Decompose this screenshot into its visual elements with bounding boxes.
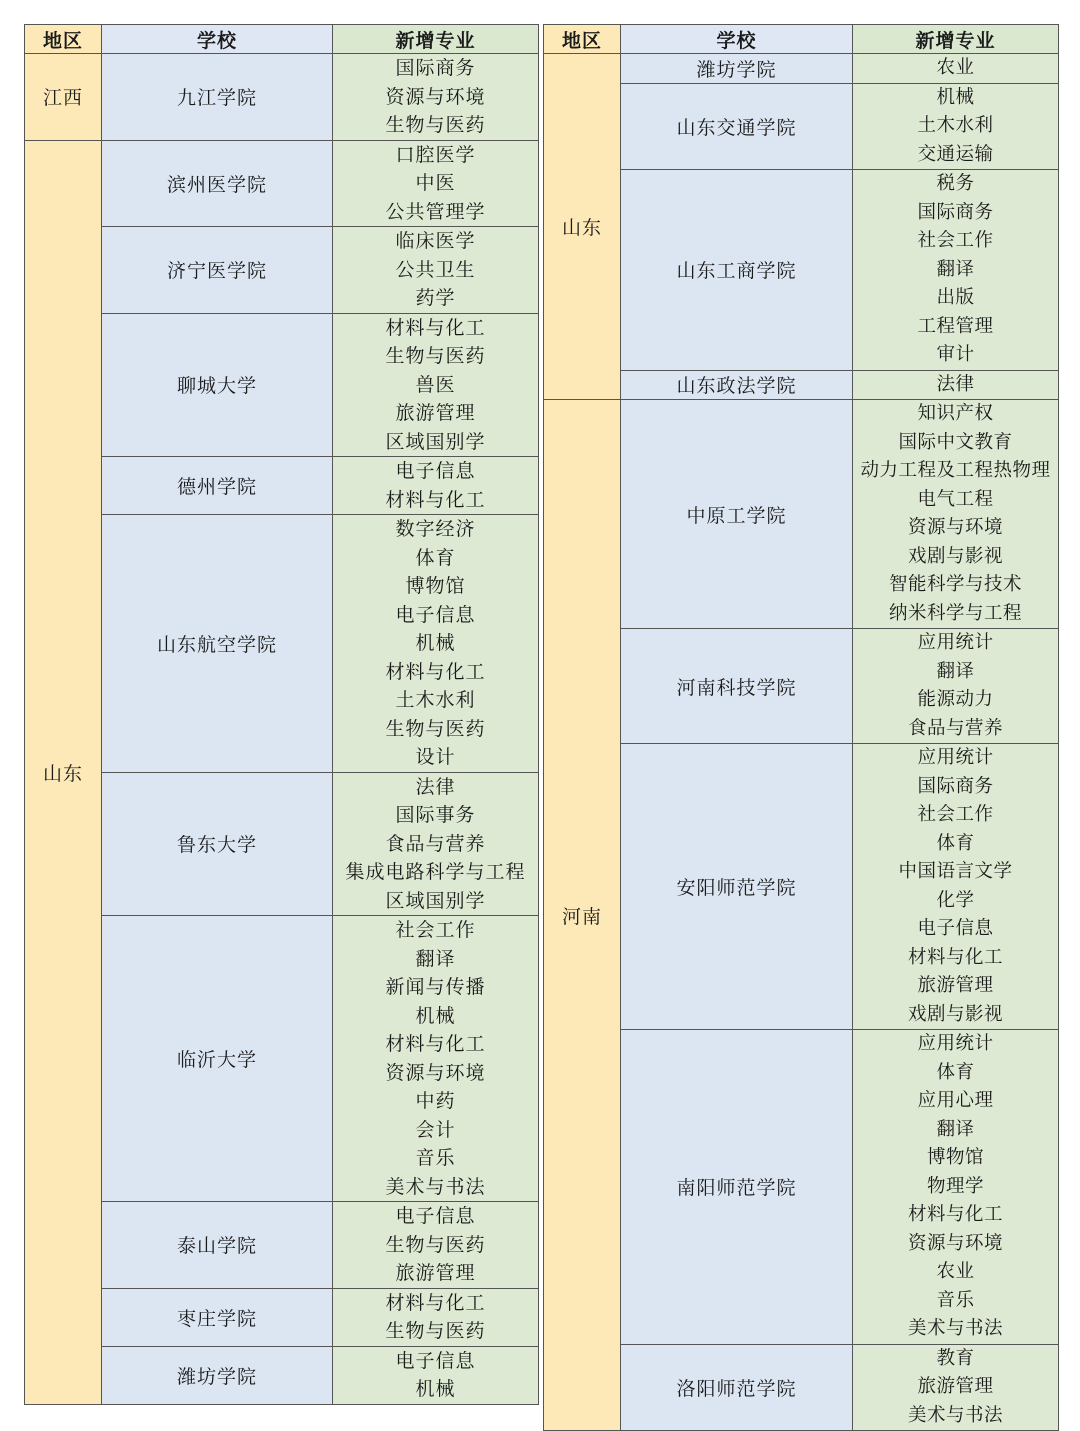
- school-name: 安阳师范学院: [621, 744, 853, 1030]
- table-row: [25, 313, 539, 457]
- major-item: 中药: [415, 1090, 456, 1112]
- major-item: 电子信息: [395, 1349, 476, 1372]
- major-item: 纳米科学与工程: [888, 602, 1022, 624]
- major-item: 智能科学与技术: [888, 574, 1022, 595]
- major-item: 新闻与传播: [385, 976, 486, 998]
- header-row: [544, 25, 1059, 54]
- major-item: 应用统计: [917, 632, 994, 653]
- major-item: 国际中文教育: [898, 431, 1013, 453]
- major-item: 旅游管理: [917, 1376, 994, 1397]
- school-name: 枣庄学院: [102, 1288, 333, 1346]
- major-item: 国际商务: [395, 57, 476, 79]
- majors-list: [333, 227, 539, 314]
- majors-list: [333, 1202, 539, 1289]
- major-item: 生物与医药: [385, 114, 486, 136]
- table-row: [25, 140, 539, 227]
- region-cell: 河南: [544, 400, 621, 1431]
- major-item: 材料与化工: [385, 1033, 486, 1055]
- major-item: 临床医学: [395, 230, 476, 252]
- major-item: 社会工作: [917, 804, 994, 825]
- major-item: 社会工作: [917, 230, 994, 251]
- school-name: 潍坊学院: [621, 54, 853, 84]
- major-item: 公共卫生: [395, 258, 476, 281]
- majors-list: [853, 744, 1059, 1030]
- right-table-body: [544, 54, 1059, 1431]
- table-row: [25, 1288, 539, 1346]
- major-item: 电子信息: [917, 918, 994, 939]
- major-item: 交通运输: [917, 143, 994, 165]
- table-row: [544, 744, 1059, 1030]
- school-name: 聊城大学: [102, 313, 333, 457]
- major-item: 旅游管理: [395, 402, 476, 424]
- region-cell: 山东: [544, 54, 621, 400]
- major-item: 电子信息: [395, 603, 476, 626]
- major-item: 戏剧与影视: [907, 545, 1003, 567]
- major-item: 机械: [415, 1378, 456, 1400]
- table-row: [25, 916, 539, 1202]
- header-region: 地区: [544, 25, 621, 54]
- header-majors: 新增专业: [333, 25, 539, 54]
- table-row: [25, 1346, 539, 1404]
- header-region: 地区: [25, 25, 102, 54]
- major-item: 兽医: [415, 373, 456, 396]
- school-name: 滨州医学院: [102, 140, 333, 227]
- major-item: 应用统计: [917, 1033, 994, 1054]
- major-item: 物理学: [926, 1175, 984, 1197]
- major-item: 材料与化工: [907, 946, 1003, 968]
- majors-list: [853, 400, 1059, 629]
- major-item: 动力工程及工程热物理: [860, 460, 1051, 481]
- majors-list: [333, 1288, 539, 1346]
- school-name: 南阳师范学院: [621, 1030, 853, 1345]
- table-row: [544, 629, 1059, 744]
- major-item: 材料与化工: [385, 1291, 486, 1314]
- majors-list: [333, 916, 539, 1202]
- majors-list: [853, 83, 1059, 170]
- major-item: 机械: [936, 86, 975, 108]
- major-item: 资源与环境: [385, 85, 486, 108]
- major-item: 机械: [415, 632, 456, 654]
- header-school: 学校: [102, 25, 333, 54]
- major-item: 教育: [936, 1347, 975, 1369]
- majors-list: [853, 1344, 1059, 1431]
- major-item: 设计: [415, 746, 456, 768]
- major-item: 土木水利: [917, 115, 994, 136]
- major-item: 戏剧与影视: [907, 1003, 1003, 1025]
- school-name: 济宁医学院: [102, 227, 333, 314]
- major-item: 翻译: [936, 258, 975, 280]
- table-row: [544, 1030, 1059, 1345]
- major-item: 翻译: [936, 660, 975, 682]
- major-item: 体育: [936, 1061, 975, 1083]
- school-name: 山东工商学院: [621, 170, 853, 371]
- major-item: 知识产权: [917, 403, 994, 424]
- major-item: 会计: [415, 1118, 456, 1141]
- header-school: 学校: [621, 25, 853, 54]
- major-item: 食品与营养: [907, 717, 1003, 739]
- major-item: 食品与营养: [385, 832, 486, 855]
- major-item: 生物与医药: [385, 717, 486, 740]
- major-item: 翻译: [936, 1118, 975, 1140]
- majors-list: [333, 313, 539, 457]
- major-item: 博物馆: [405, 575, 466, 597]
- table-row: [25, 772, 539, 916]
- major-item: 集成电路科学与工程: [345, 861, 526, 883]
- major-item: 翻译: [415, 947, 456, 970]
- school-name: 鲁东大学: [102, 772, 333, 916]
- major-item: 法律: [936, 373, 975, 395]
- major-item: 农业: [936, 1261, 975, 1282]
- school-name: 临沂大学: [102, 916, 333, 1202]
- major-item: 应用统计: [917, 747, 994, 768]
- major-item: 税务: [936, 173, 975, 194]
- major-item: 审计: [936, 344, 975, 365]
- major-item: 药学: [415, 287, 456, 309]
- majors-list: [853, 1030, 1059, 1345]
- table-row: [25, 227, 539, 314]
- major-item: 社会工作: [395, 919, 476, 941]
- majors-list: [853, 370, 1059, 400]
- major-item: 区域国别学: [385, 889, 486, 912]
- school-name: 德州学院: [102, 457, 333, 515]
- table-row: [544, 1344, 1059, 1431]
- table-row: [544, 370, 1059, 400]
- major-item: 美术与书法: [907, 1404, 1003, 1426]
- majors-list: [333, 457, 539, 515]
- table-row: [544, 83, 1059, 170]
- major-item: 中医: [415, 172, 456, 194]
- school-name: 河南科技学院: [621, 629, 853, 744]
- majors-list: [853, 54, 1059, 84]
- major-item: 电子信息: [395, 1205, 476, 1227]
- major-item: 资源与环境: [907, 1232, 1003, 1254]
- major-item: 应用心理: [917, 1090, 994, 1111]
- major-item: 博物馆: [926, 1147, 984, 1168]
- major-item: 生物与医药: [385, 345, 486, 367]
- major-item: 音乐: [415, 1147, 456, 1169]
- major-item: 数字经济: [395, 518, 476, 540]
- major-item: 国际商务: [917, 201, 994, 223]
- major-item: 资源与环境: [907, 517, 1003, 538]
- major-item: 电气工程: [917, 488, 994, 510]
- region-cell: 山东: [25, 140, 102, 1404]
- major-item: 体育: [936, 832, 975, 854]
- majors-list: [853, 629, 1059, 744]
- left-majors-table: [24, 24, 539, 1405]
- region-cell: 江西: [25, 54, 102, 141]
- table-row: [25, 1202, 539, 1289]
- majors-list: [853, 170, 1059, 371]
- major-item: 工程管理: [917, 315, 994, 337]
- school-name: 山东交通学院: [621, 83, 853, 170]
- major-item: 材料与化工: [385, 488, 486, 511]
- major-item: 旅游管理: [917, 975, 994, 996]
- major-item: 材料与化工: [385, 660, 486, 683]
- major-item: 美术与书法: [385, 1175, 486, 1198]
- header-row: [25, 25, 539, 54]
- major-item: 生物与医药: [385, 1320, 486, 1342]
- right-majors-table: [543, 24, 1059, 1431]
- school-name: 洛阳师范学院: [621, 1344, 853, 1431]
- major-item: 农业: [936, 57, 975, 78]
- table-row: [25, 457, 539, 515]
- majors-list: [333, 54, 539, 141]
- major-item: 电子信息: [395, 460, 476, 482]
- majors-list: [333, 1346, 539, 1404]
- major-item: 出版: [936, 287, 975, 308]
- school-name: 潍坊学院: [102, 1346, 333, 1404]
- major-item: 体育: [415, 546, 456, 569]
- major-item: 材料与化工: [907, 1204, 1003, 1225]
- school-name: 泰山学院: [102, 1202, 333, 1289]
- majors-list: [333, 140, 539, 227]
- left-table-body: [25, 54, 539, 1405]
- major-item: 机械: [415, 1004, 456, 1027]
- majors-list: [333, 515, 539, 773]
- major-item: 生物与医药: [385, 1233, 486, 1256]
- major-item: 音乐: [936, 1289, 975, 1311]
- major-item: 口腔医学: [395, 143, 476, 166]
- table-row: [544, 400, 1059, 629]
- school-name: 九江学院: [102, 54, 333, 141]
- table-row: [25, 515, 539, 773]
- major-item: 法律: [415, 775, 456, 798]
- major-item: 化学: [936, 889, 975, 911]
- major-item: 土木水利: [395, 689, 476, 711]
- major-item: 资源与环境: [385, 1061, 486, 1084]
- major-item: 旅游管理: [395, 1262, 476, 1284]
- table-row: [25, 54, 539, 141]
- major-item: 区域国别学: [385, 430, 486, 453]
- school-name: 山东航空学院: [102, 515, 333, 773]
- major-item: 中国语言文学: [898, 861, 1013, 882]
- header-majors: 新增专业: [853, 25, 1059, 54]
- major-item: 美术与书法: [907, 1318, 1003, 1339]
- school-name: 中原工学院: [621, 400, 853, 629]
- major-item: 国际事务: [395, 804, 476, 826]
- major-item: 能源动力: [917, 689, 994, 710]
- school-name: 山东政法学院: [621, 370, 853, 400]
- majors-list: [333, 772, 539, 916]
- major-item: 材料与化工: [385, 316, 486, 339]
- table-row: [544, 54, 1059, 84]
- major-item: 公共管理学: [385, 200, 486, 223]
- table-row: [544, 170, 1059, 371]
- major-item: 国际商务: [917, 775, 994, 797]
